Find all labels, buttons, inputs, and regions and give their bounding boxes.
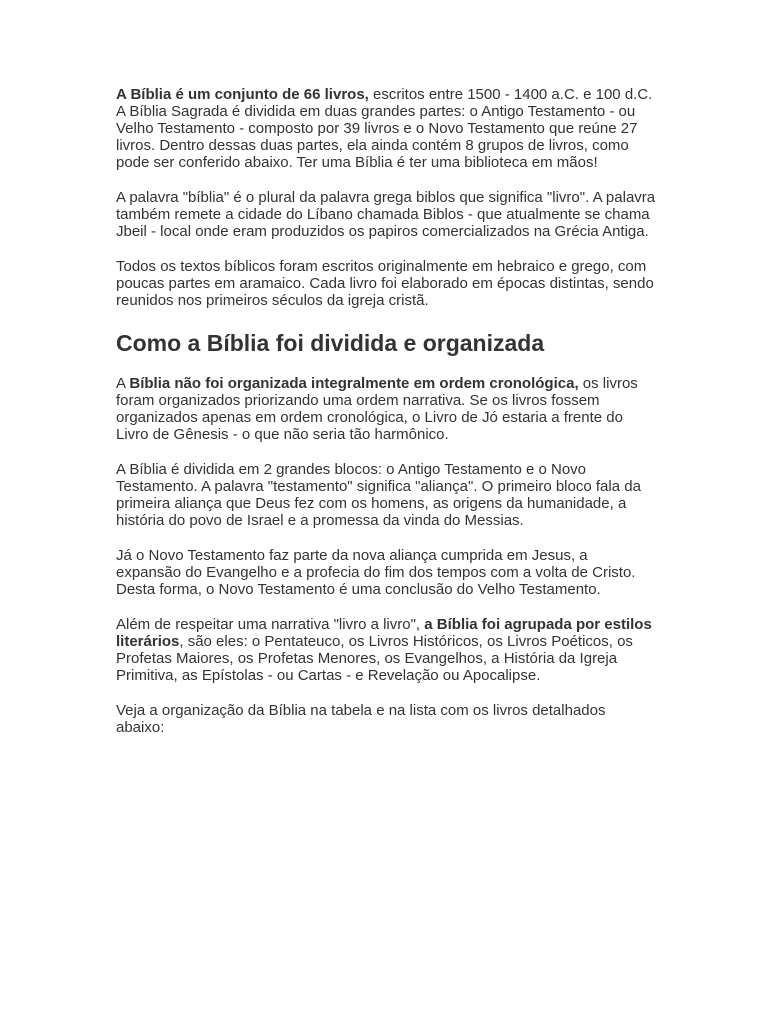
section-paragraph-1-post: os livros foram organizados priorizando uma ordem narrativa. Se os livros fossem organizados apenas em ordem cronológica, o Livro de Jó estaria a frente do Livro de Gênesis - o que não seria tão harmônico. — [116, 375, 638, 443]
intro-paragraph-1-text: escritos entre 1500 - 1400 a.C. e 100 d.C. A Bíblia Sagrada é dividida em duas grandes partes: o Antigo Testamento - ou Velho Testamento - composto por 39 livros e o Novo Testamento que reúne 27 livros. Dentro dessas duas partes, ela ainda contém 8 grupos de livros, como pode ser conferido abaixo. Ter uma Bíblia é ter uma biblioteca em mãos! — [116, 86, 653, 171]
section-paragraph-4 — [116, 616, 656, 684]
intro-paragraph-3: Todos os textos bíblicos foram escritos originalmente em hebraico e grego, com poucas partes em aramaico. Cada livro foi elaborado em épocas distintas, sendo reunidos nos primeiros séculos da igreja cristã. — [116, 258, 654, 309]
document-body — [116, 86, 656, 754]
section-paragraph-1 — [116, 375, 656, 443]
section-heading: Como a Bíblia foi dividida e organizada — [116, 330, 545, 356]
section-paragraph-4-pre: Além de respeitar uma narrativa "livro a livro", — [116, 616, 425, 633]
section-paragraph-5: Veja a organização da Bíblia na tabela e na lista com os livros detalhados abaixo: — [116, 702, 606, 736]
section-paragraph-4-bold: a Bíblia foi agrupada por estilos literários — [116, 616, 652, 650]
intro-paragraph-2: A palavra "bíblia" é o plural da palavra grega biblos que significa "livro". A palavra também remete a cidade do Líbano chamada Biblos - que atualmente se chama Jbeil - local onde eram produzidos os papiros comercializados na Grécia Antiga. — [116, 189, 656, 240]
section-paragraph-3: Já o Novo Testamento faz parte da nova aliança cumprida em Jesus, a expansão do Evangelho e a profecia do fim dos tempos com a volta de Cristo. Desta forma, o Novo Testamento é uma conclusão do Velho Testamento. — [116, 547, 636, 598]
section-paragraph-4-post: , são eles: o Pentateuco, os Livros Históricos, os Livros Poéticos, os Profetas Maiores, os Profetas Menores, os Evangelhos, a História da Igreja Primitiva, as Epístolas - ou Cartas - e Revelação ou Apocalipse. — [116, 633, 633, 684]
intro-bold-lead: A Bíblia é um conjunto de 66 livros, — [116, 86, 369, 103]
intro-paragraph-1 — [116, 86, 656, 171]
section-paragraph-1-pre: A — [116, 375, 130, 392]
section-paragraph-1-bold: Bíblia não foi organizada integralmente em ordem cronológica, — [129, 375, 579, 392]
section-paragraph-2: A Bíblia é dividida em 2 grandes blocos: o Antigo Testamento e o Novo Testamento. A palavra "testamento" significa "aliança". O primeiro bloco fala da primeira aliança que Deus fez com os homens, as origens da humanidade, a história do povo de Israel e a promessa da vinda do Messias. — [116, 461, 641, 529]
